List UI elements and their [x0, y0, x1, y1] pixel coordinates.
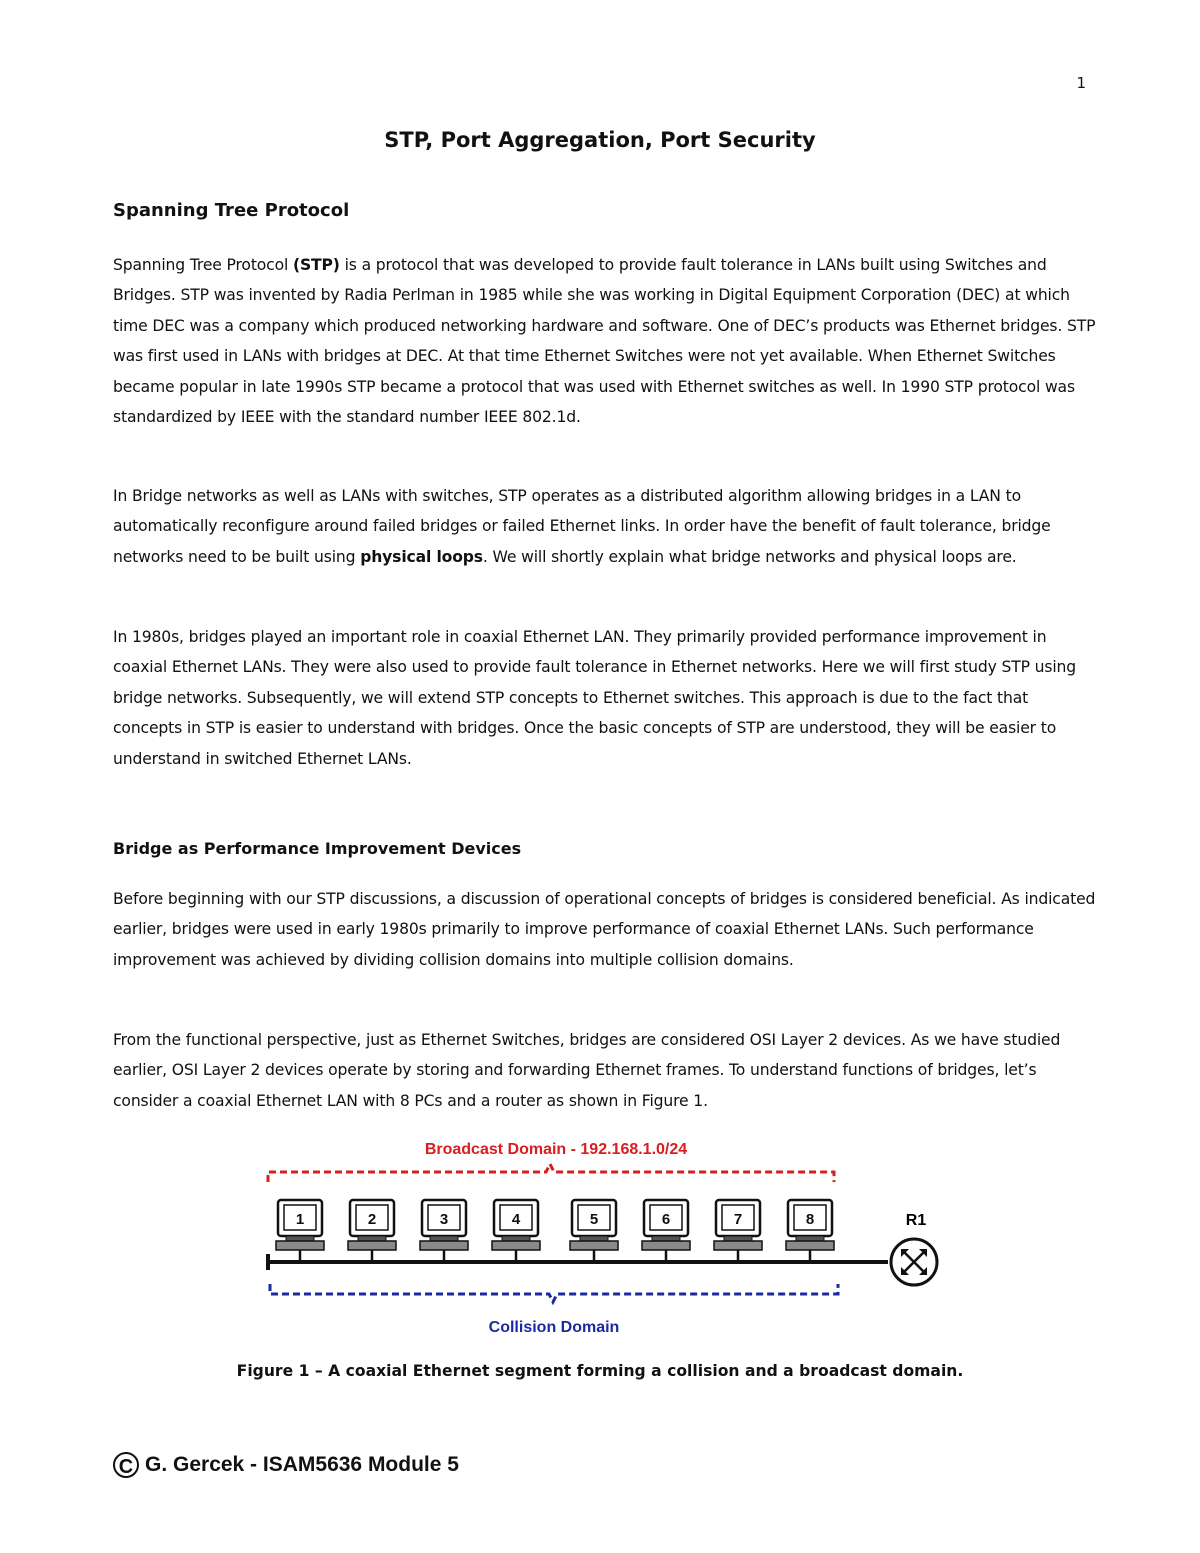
pc-label: 8	[805, 1211, 815, 1228]
paragraph-distributed-algorithm	[113, 481, 1098, 572]
broadcast-domain-brace	[268, 1164, 834, 1182]
page-number: 1	[1076, 74, 1086, 92]
broadcast-domain-label: Broadcast Domain - 192.168.1.0/24	[424, 1141, 688, 1158]
pc-icon	[786, 1200, 834, 1262]
section-heading-spanning-tree: Spanning Tree Protocol	[113, 200, 350, 221]
pc-label: 1	[295, 1211, 305, 1228]
figure-caption: Figure 1 – A coaxial Ethernet segment forming a collision and a broadcast domain.	[236, 1362, 964, 1380]
document-title: STP, Port Aggregation, Port Security	[384, 128, 816, 152]
collision-domain-label: Collision Domain	[488, 1319, 620, 1336]
pc-label: 4	[511, 1211, 521, 1228]
section-heading-bridge-performance: Bridge as Performance Improvement Devices	[113, 839, 522, 858]
pc-icon	[570, 1200, 618, 1262]
paragraph-osi-layer2: From the functional perspective, just as Ethernet Switches, bridges are considered OSI Layer 2 devices. As we have studied earlier, OSI Layer 2 devices operate by storing and forwarding Ethernet frames. To understand functions of bridges, let’s consider a coaxial Ethernet LAN with 8 PCs and a router as shown in Figure 1.	[113, 1031, 1061, 1110]
pc-label: 6	[661, 1211, 671, 1228]
paragraph-stp-intro	[113, 250, 1098, 432]
paragraph-text: is a protocol that was developed to provide fault tolerance in LANs built using Switches and Bridges. STP was invented by Radia Perlman in 1985 while she was working in Digital Equipment Corporation (DEC) at which time DEC was a company which produced networking hardware and software. One of DEC’s products was Ethernet bridges. STP was first used in LANs with bridges at DEC. At that time Ethernet Switches were not yet available. When Ethernet Switches became popular in late 1990s STP became a protocol that was used with Ethernet switches as well. In 1990 STP protocol was standardized by IEEE with the standard number IEEE 802.1d.	[113, 256, 1096, 427]
pc-icon	[714, 1200, 762, 1262]
pc-icon	[348, 1200, 396, 1262]
pc-icon	[276, 1200, 324, 1262]
bold-term-stp: (STP)	[292, 256, 340, 274]
copyright-icon: C	[113, 1452, 139, 1478]
figure-coaxial-segment	[260, 1130, 960, 1340]
pc-label: 2	[367, 1211, 377, 1228]
footer-text: G. Gercek - ISAM5636 Module 5	[145, 1453, 459, 1476]
paragraph-text: . We will shortly explain what bridge networks and physical loops are.	[482, 547, 1017, 566]
router-icon	[891, 1239, 937, 1285]
bold-term-physical-loops: physical loops	[360, 547, 483, 566]
collision-domain-brace	[270, 1284, 838, 1302]
pc-icon	[492, 1200, 540, 1262]
pc-icon	[420, 1200, 468, 1262]
pc-label: 7	[733, 1211, 743, 1228]
pc-label: 5	[589, 1211, 599, 1228]
footer	[113, 1452, 459, 1478]
paragraph-text: In Bridge networks as well as LANs with switches, STP operates as a distributed algorithm allowing bridges in a LAN to automatically reconfigure around failed bridges or failed Ethernet links. In order have the benefit of fault tolerance, bridge networks need to be built using	[113, 487, 1051, 566]
pc-icon	[642, 1200, 690, 1262]
paragraph-bridges-1980s: In 1980s, bridges played an important role in coaxial Ethernet LAN. They primarily provided performance improvement in coaxial Ethernet LANs. They were also used to provide fault tolerance in Ethernet networks. Here we will first study STP using bridge networks. Subsequently, we will extend STP concepts to Ethernet switches. This approach is due to the fact that concepts in STP is easier to understand with bridges. Once the basic concepts of STP are understood, they will be easier to understand in switched Ethernet LANs.	[113, 628, 1077, 768]
pc-label: 3	[439, 1211, 449, 1228]
paragraph-bridge-operation: Before beginning with our STP discussions, a discussion of operational concepts of bridges is considered beneficial. As indicated earlier, bridges were used in early 1980s primarily to improve performance of coaxial Ethernet LANs. Such performance improvement was achieved by dividing collision domains into multiple collision domains.	[113, 890, 1096, 969]
router-label: R1	[905, 1212, 927, 1229]
paragraph-text: Spanning Tree Protocol	[113, 256, 293, 274]
pc-group	[276, 1200, 834, 1262]
